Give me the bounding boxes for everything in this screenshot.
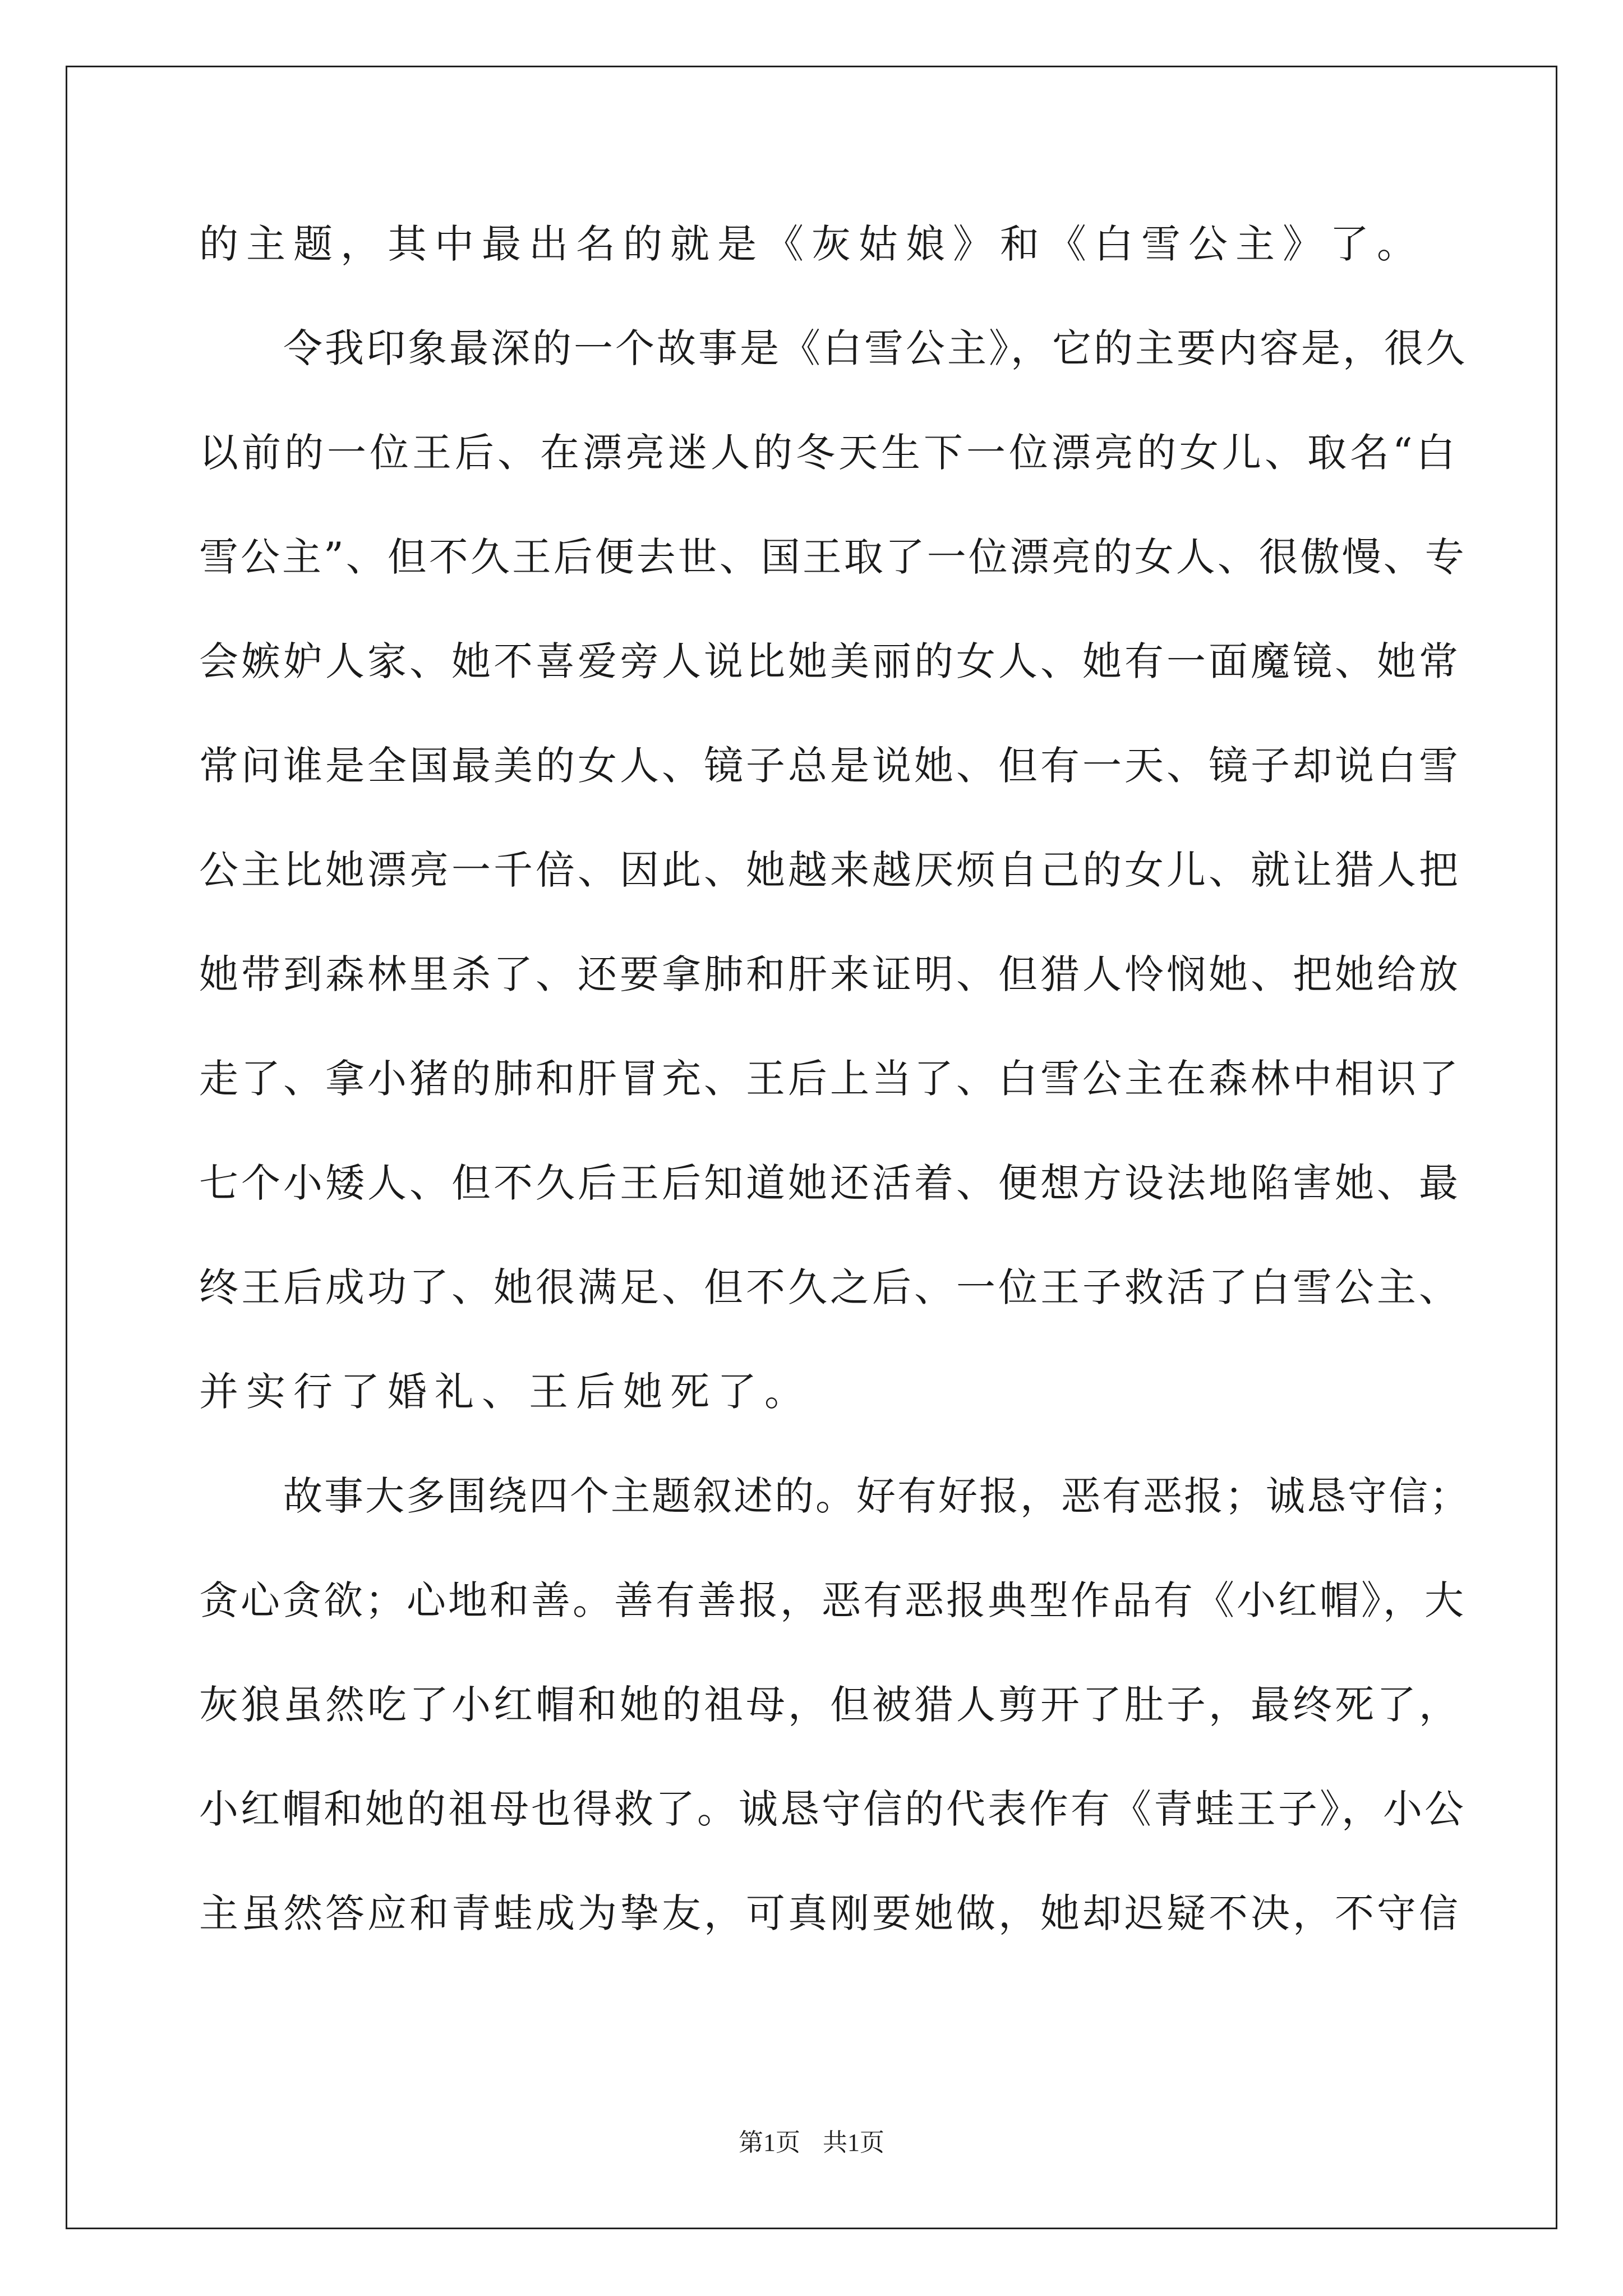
text-line: 故事大多围绕四个主题叙述的。好有好报，恶有恶报；诚恳守信； [283,1473,1470,1519]
page-footer [0,2126,1623,2160]
text-line: 走了、拿小猪的肺和肝冒充、王后上当了、白雪公主在森林中相识了 [199,1056,1461,1102]
text-line: 常问谁是全国最美的女人、镜子总是说她、但有一天、镜子却说白雪 [199,743,1461,789]
text-line: 主虽然答应和青蛙成为挚友，可真刚要她做，她却迟疑不决，不守信 [199,1890,1461,1936]
text-line: 并实行了婚礼、王后她死了。 [199,1369,811,1415]
text-line: 令我印象最深的一个故事是《白雪公主》，它的主要内容是，很久 [283,325,1467,371]
text-line: 终王后成功了、她很满足、但不久之后、一位王子救活了白雪公主、 [199,1264,1461,1310]
text-line: 公主比她漂亮一千倍、因此、她越来越厌烦自己的女儿、就让猎人把 [199,847,1461,893]
page-total: 共1页 [823,2129,884,2156]
text-line: 小红帽和她的祖母也得救了。诚恳守信的代表作有《青蛙王子》，小公 [199,1786,1466,1832]
text-line: 以前的一位王后、在漂亮迷人的冬天生下一位漂亮的女儿、取名“白 [199,430,1459,476]
text-line: 的主题，其中最出名的就是《灰姑娘》和《白雪公主》了。 [199,221,1424,267]
page-number: 第1页 [739,2129,800,2156]
text-line: 会嫉妒人家、她不喜爱旁人说比她美丽的女人、她有一面魔镜、她常 [199,638,1461,684]
text-line: 雪公主”、但不久王后便去世、国王取了一位漂亮的女人、很傲慢、专 [199,534,1467,580]
text-line: 她带到森林里杀了、还要拿肺和肝来证明、但猎人怜悯她、把她给放 [199,951,1461,997]
text-line: 贪心贪欲；心地和善。善有善报，恶有恶报典型作品有《小红帽》，大 [199,1577,1466,1623]
text-line: 灰狼虽然吃了小红帽和她的祖母，但被猎人剪开了肚子，最终死了， [199,1682,1461,1728]
text-line: 七个小矮人、但不久后王后知道她还活着、便想方设法地陷害她、最 [199,1160,1461,1206]
